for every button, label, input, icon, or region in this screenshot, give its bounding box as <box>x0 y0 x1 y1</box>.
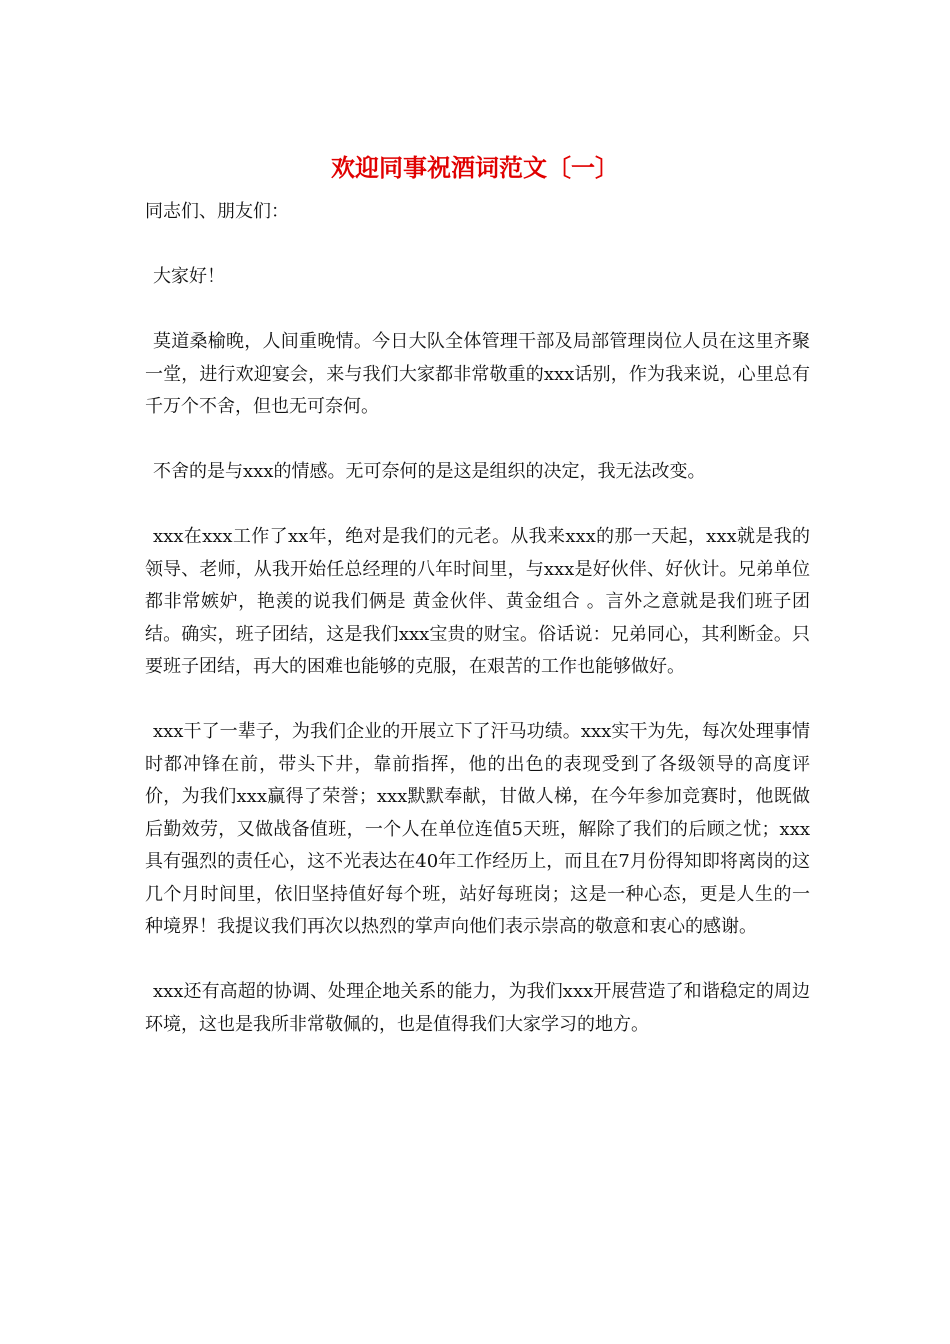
paragraph-opening: 莫道桑榆晚，人间重晚情。今日大队全体管理干部及局部管理岗位人员在这里齐聚一堂，进行欢迎宴会，来与我们大家都非常敬重的xxx话别，作为我来说，心里总有千万个不舍，但也无可奈何。 <box>145 331 810 417</box>
salutation: 同志们、朋友们： <box>145 201 289 222</box>
paragraph-greeting: 大家好！ <box>153 266 225 287</box>
paragraph-coordination: xxx还有高超的协调、处理企地关系的能力，为我们xxx开展营造了和谐稳定的周边环境，这也是我所非常敬佩的，也是值得我们大家学习的地方。 <box>145 981 810 1035</box>
paragraph-reluctance: 不舍的是与xxx的情感。无可奈何的是这是组织的决定，我无法改变。 <box>153 461 706 482</box>
paragraph-partnership: xxx在xxx工作了xx年，绝对是我们的元老。从我来xxx的那一天起，xxx就是我的领导、老师，从我开始任总经理的八年时间里，与xxx是好伙伴、好伙计。兄弟单位都非常嫉妒，艳羡的说我们俩是 黄金伙伴、黄金组合 。言外之意就是我们班子团结。确实，班子团结，这是我们xxx宝贵的财宝。俗话说：兄弟同心，其利断金。只要班子团结，再大的困难也能够的克服，在艰苦的工作也能够做好。 <box>145 526 810 677</box>
document-body <box>145 196 810 1074</box>
document-title: 欢迎同事祝酒词范文〔一〕 <box>331 153 619 182</box>
paragraph-contributions: xxx干了一辈子，为我们企业的开展立下了汗马功绩。xxx实干为先，每次处理事情时都冲锋在前，带头下井，靠前指挥，他的出色的表现受到了各级领导的高度评价，为我们xxx赢得了荣誉；xxx默默奉献，甘做人梯，在今年参加竞赛时，他既做后勤效劳，又做战备值班，一个人在单位连值5天班，解除了我们的后顾之忧；xxx具有强烈的责任心，这不光表达在40年工作经历上，而且在7月份得知即将离岗的这几个月时间里，依旧坚持值好每个班，站好每班岗；这是一种心态，更是人生的一种境界！我提议我们再次以热烈的掌声向他们表示崇高的敬意和衷心的感谢。 <box>145 721 810 937</box>
